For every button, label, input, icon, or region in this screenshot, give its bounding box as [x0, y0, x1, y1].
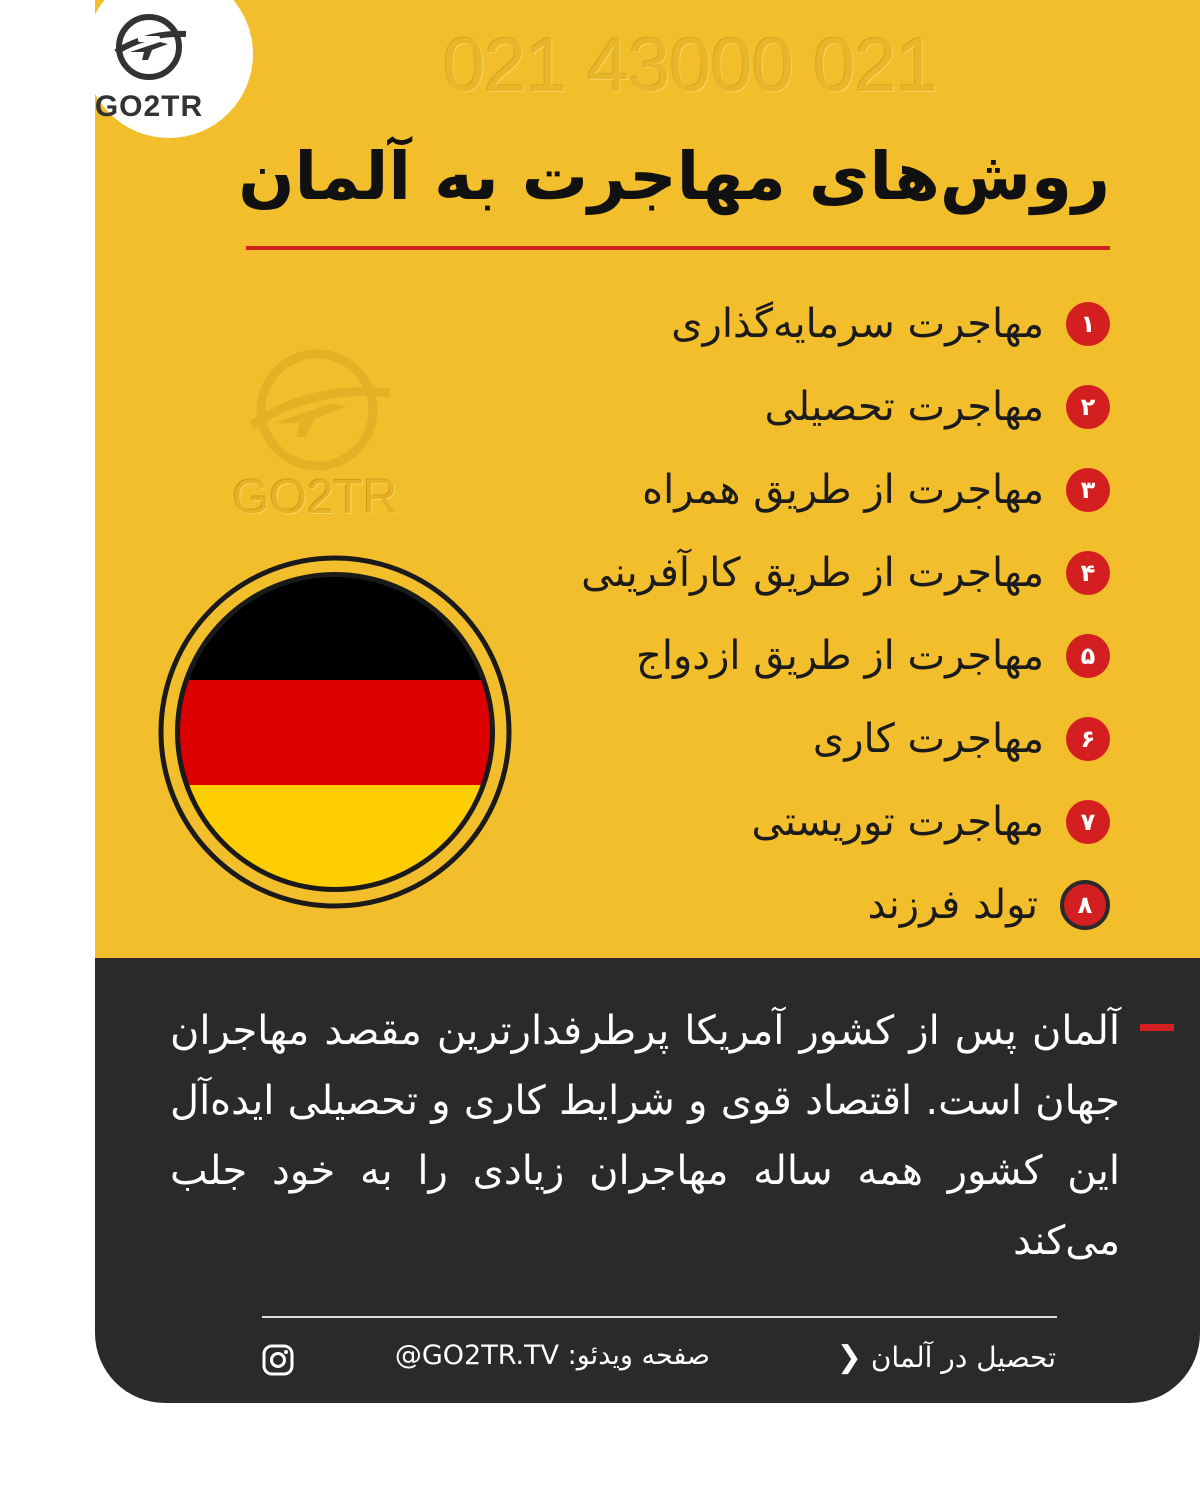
list-item-label: مهاجرت کاری — [812, 715, 1044, 762]
number-badge: ۷ — [1066, 800, 1110, 844]
list-item-label: مهاجرت از طریق کارآفرینی — [581, 549, 1044, 596]
list-item — [490, 531, 1110, 614]
list-item — [490, 365, 1110, 448]
number-badge: ۵ — [1066, 634, 1110, 678]
description-paragraph: آلمان پس از کشور آمریکا پرطرفدارترین مقصد مهاجران جهان است. اقتصاد قوی و شرایط کاری و تحصیلی ایده‌آل این کشور همه ساله مهاجران زیادی را به خود جلب می‌کند — [170, 1008, 1120, 1264]
list-item — [490, 780, 1110, 863]
bullet-dash — [1140, 1024, 1174, 1031]
list-item-label: مهاجرت سرمایه‌گذاری — [671, 300, 1044, 347]
list-item-label: مهاجرت از طریق ازدواج — [636, 632, 1044, 679]
list-item-label: مهاجرت از طریق همراه — [642, 466, 1044, 513]
list-item — [490, 282, 1110, 365]
list-item — [490, 863, 1110, 946]
watermark-text: GO2TR — [232, 471, 398, 524]
migration-methods-list — [490, 282, 1110, 946]
list-item — [490, 448, 1110, 531]
germany-flag-icon — [158, 555, 512, 909]
list-item — [490, 614, 1110, 697]
logo-text: GO2TR — [94, 90, 204, 123]
footer-link-label: تحصیل در آلمان — [870, 1341, 1056, 1374]
title-divider — [246, 246, 1110, 250]
phone-number: 021 43000 021 — [442, 23, 938, 108]
footer-divider — [262, 1316, 1057, 1318]
chevron-left-icon: ❮ — [836, 1340, 862, 1375]
social-handle[interactable]: صفحه ویدئو: GO2TR.TV@ — [394, 1340, 710, 1371]
instagram-icon[interactable] — [262, 1344, 294, 1376]
number-badge: ۲ — [1066, 385, 1110, 429]
list-item-label: تولد فرزند — [867, 881, 1038, 928]
page-title: روش‌های مهاجرت به آلمان — [238, 138, 1110, 215]
number-badge: ۳ — [1066, 468, 1110, 512]
list-item — [490, 697, 1110, 780]
airplane-swoosh-icon — [108, 12, 190, 82]
number-badge: ۴ — [1066, 551, 1110, 595]
number-badge: ۱ — [1066, 302, 1110, 346]
number-badge: ۸ — [1060, 880, 1110, 930]
footer-link[interactable] — [808, 1340, 1056, 1375]
number-badge: ۶ — [1066, 717, 1110, 761]
list-item-label: مهاجرت تحصیلی — [764, 383, 1044, 430]
list-item-label: مهاجرت توریستی — [751, 798, 1044, 845]
